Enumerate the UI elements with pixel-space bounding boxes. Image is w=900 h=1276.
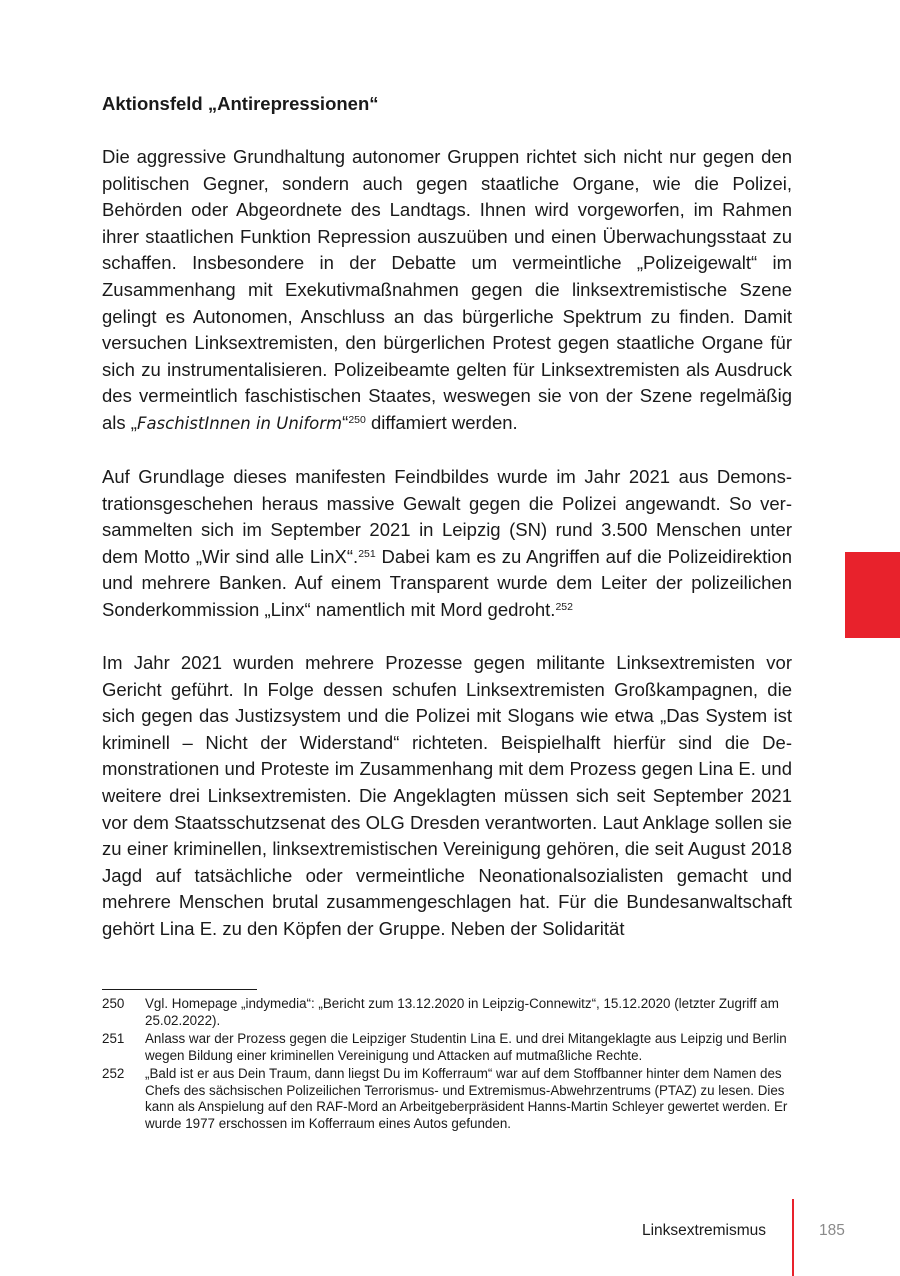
footnote-number: 250 xyxy=(102,996,125,1011)
footnote-text: Anlass war der Prozess gegen die Leipziger Studentin Lina E. und drei Mitangeklagte aus Leipzig und Berlin wegen Bildung einer kriminellen Vereinigung und Attacken auf mutmaßliche Rechte. xyxy=(145,1031,787,1063)
paragraph-1-text: Die aggressive Grundhaltung autonomer Gruppen richtet sich nicht nur gegen den politischen Gegner, sondern auch gegen staatliche Organe, wie die Polizei, Behörden oder Abgeordnete des Landtags. Ihnen wird vorgeworfen, im Rahmen ihrer staatlichen Funktion Repression auszuüben und einen Überwachungsstaat zu schaffen. Insbesondere in der Debatte um vermeintliche „Polizeigewalt“ im Zusammenhang mit Exekutivmaßnahmen gegen die linksextremistische Szene gelingt es Autonomen, Anschluss an das bürgerliche Spektrum zu finden. Damit versuchen Linksextremisten, den bürgerlichen Protest gegen staatliche Organe für sich zu instrumentalisieren. Polizeibeamte gelten für Linksextremisten als Ausdruck des vermeintlich faschistischen Staates, weswegen sie von der Szene regelmäßig als „ xyxy=(102,146,792,433)
paragraph-2-text-2: Dabei kam es zu Angriffen auf die Polizeidirektion und mehrere Banken. Auf einem Transparent wurde dem Leiter der polizeilichen Sonderkommission „Linx“ namentlich mit Mord gedroht. xyxy=(102,545,792,620)
running-footer-section: Linksextremismus xyxy=(641,1222,766,1239)
paragraph-3: Im Jahr 2021 wurden mehrere Prozesse gegen militante Linksextremisten vor Gericht geführt. In Folge dessen schufen Linksextremisten Großkampagnen, die sich gegen das Justizsystem und die Polizei mit Slogans wie etwa „Das System ist kriminell – Nicht der Widerstand“ richteten. Beispielhalft hierfür sind die Demonstrationen und Proteste im Zusammenhang mit dem Prozess gegen Lina E. und weitere drei Linksextremisten. Die Angeklagten müssen sich seit September 2021 vor dem Staatsschutzsenat des OLG Dresden verantworten. Laut Anklage sollen sie zu einer kriminellen, linksextremistischen Vereinigung gehören, die seit August 2018 Jagd auf tatsächliche oder vermeintliche Neonationalsozialisten gemacht und mehrere Menschen brutal zusammengeschlagen hat. Für die Bundesanwaltschaft gehört Lina E. zu den Köpfen der Gruppe. Neben der Solidarität xyxy=(102,652,792,940)
footnote-ref-251[interactable]: 251 xyxy=(358,547,376,560)
section-heading: Aktionsfeld „Antirepressionen“ xyxy=(102,93,379,114)
footnote-text: „Bald ist er aus Dein Traum, dann liegst Du im Kofferraum“ war auf dem Stoffbanner hinter dem Namen des Chefs des sächsischen Polizeilichen Terrorismus- und Extremismus-Abwehrzentrums (PTAZ) zu lesen. Dies kann als Anspielung auf den RAF-Mord an Arbeitgeberpräsident Hanns-Martin Schleyer gewertet werden. Er wurde 1977 erschossen im Kofferraum eines Autos gefunden. xyxy=(145,1066,788,1131)
footnotes xyxy=(102,989,792,1134)
paragraph-1 xyxy=(102,144,792,438)
paragraph-1-quote: FaschistInnen in Uniform xyxy=(136,413,343,433)
chapter-marker-tab xyxy=(845,552,900,638)
footnote-251 xyxy=(102,1031,792,1064)
page-number: 185 xyxy=(819,1222,845,1239)
paragraph-2-text-1: Auf Grundlage dieses manifesten Feindbildes wurde im Jahr 2021 aus Demonstrationsgeschehen heraus massive Gewalt gegen die Polizei angewandt. So versammelten sich im September 2021 in Leipzig (SN) rund 3.500 Menschen unter dem Motto „Wir sind alle LinX“. xyxy=(102,466,792,567)
footnote-ref-252[interactable]: 252 xyxy=(555,601,573,613)
footnote-number: 251 xyxy=(102,1031,125,1046)
paragraph-1-close-quote: “ xyxy=(342,411,349,433)
main-content xyxy=(102,91,792,969)
footnote-250 xyxy=(102,996,792,1029)
footnote-252 xyxy=(102,1066,792,1132)
footnote-text: Vgl. Homepage „indymedia“: „Bericht zum 13.12.2020 in Leipzig-Connewitz“, 15.12.2020 (letzter Zugriff am 25.02.2022). xyxy=(145,996,779,1028)
footer-divider xyxy=(792,1199,794,1276)
paragraph-1-tail: diffamiert werden. xyxy=(365,411,518,433)
footnote-number: 252 xyxy=(102,1066,125,1081)
footnote-divider xyxy=(102,989,257,990)
footnote-ref-250[interactable]: 250 xyxy=(348,413,366,426)
paragraph-2 xyxy=(102,464,792,624)
